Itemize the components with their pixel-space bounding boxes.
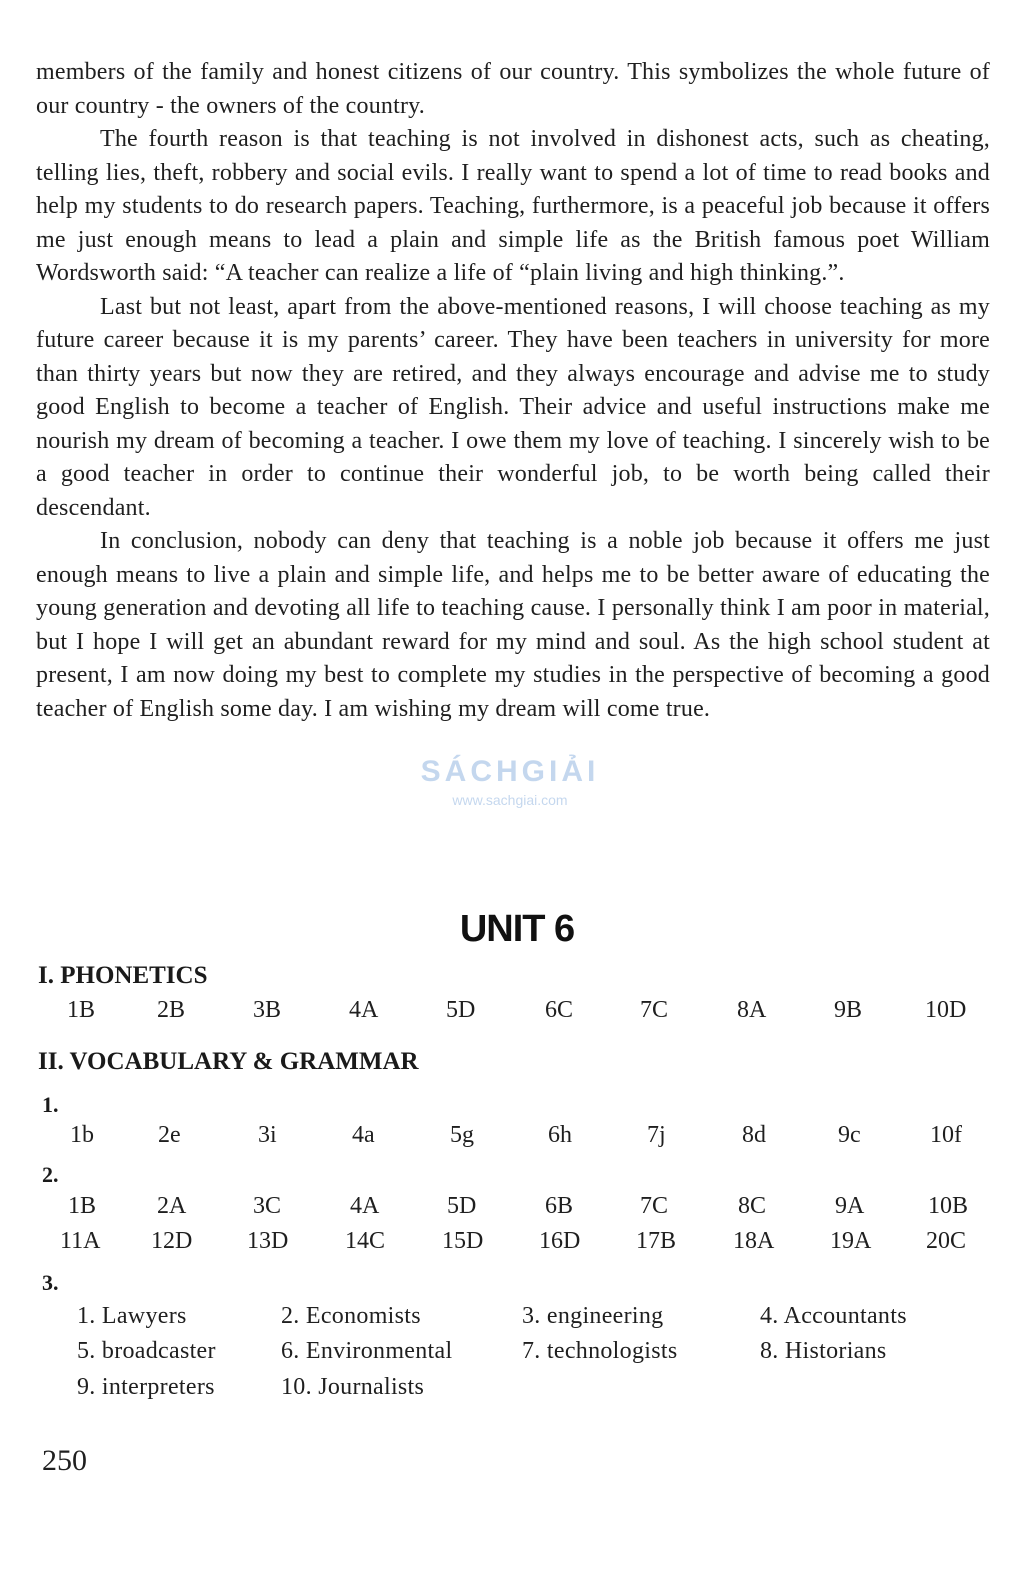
answer: 14C <box>345 1228 386 1254</box>
answer: 1b <box>70 1122 94 1148</box>
answer: 1B <box>68 1193 97 1219</box>
answer: 5g <box>450 1122 474 1148</box>
vocab-part-3-row-3 <box>0 1374 1024 1408</box>
phonetics-heading: I. PHONETICS <box>38 962 208 989</box>
answer: 3C <box>253 1193 282 1219</box>
answer: 13D <box>247 1228 289 1254</box>
answer: 11A <box>60 1228 101 1254</box>
answer: 3i <box>258 1122 277 1148</box>
answer: 4a <box>352 1122 375 1148</box>
essay-paragraph-1: members of the family and honest citizens of our country. This symbolizes the whole future of our country - the owners of the country. <box>36 59 990 119</box>
word-answer: 7. technologists <box>522 1338 678 1364</box>
answer: 4A <box>349 997 379 1023</box>
word-answer: 3. engineering <box>522 1303 664 1329</box>
vocab-part-1-number: 1. <box>42 1092 59 1117</box>
page-number: 250 <box>42 1444 87 1477</box>
answer: 3B <box>253 997 282 1023</box>
watermark-brand: SÁCHGIẢI <box>420 755 600 788</box>
answer: 4A <box>350 1193 380 1219</box>
vocab-part-2-row-2 <box>0 1228 1024 1262</box>
word-answer: 8. Historians <box>760 1338 887 1364</box>
answer: 19A <box>830 1228 872 1254</box>
answer: 10f <box>930 1122 962 1148</box>
essay-paragraph-2: The fourth reason is that teaching is not involved in dishonest acts, such as cheating, telling lies, theft, robbery and social evils. I really want to spend a lot of time to read books and help my students to do research papers. Teaching, furthermore, is a peaceful job because it offers me just enough means to lead a plain and simple life as the British famous poet William Wordsworth said: “A teacher can realize a life of “plain living and high thinking.”. <box>36 126 990 286</box>
vocab-part-2-row-1 <box>0 1193 1024 1227</box>
answer: 8d <box>742 1122 766 1148</box>
answer: 9A <box>835 1193 865 1219</box>
vocab-part-1-answers <box>0 1122 1024 1156</box>
answer: 7C <box>640 1193 669 1219</box>
answer: 17B <box>636 1228 677 1254</box>
vocab-part-3-row-2 <box>0 1338 1024 1372</box>
vocab-heading: II. VOCABULARY & GRAMMAR <box>38 1048 419 1075</box>
word-answer: 4. Accountants <box>760 1303 907 1329</box>
answer: 9c <box>838 1122 861 1148</box>
word-answer: 5. broadcaster <box>77 1338 216 1364</box>
word-answer: 10. Journalists <box>281 1374 425 1400</box>
watermark-url: www.sachgiai.com <box>452 792 568 808</box>
answer: 6C <box>545 997 574 1023</box>
essay-paragraph-3: Last but not least, apart from the above-mentioned reasons, I will choose teaching as my future career because it is my parents’ career. They have been teachers in university for more than thirty years but now they are retired, and they always encourage and advise me to study good English to become a teacher of English. Their advice and useful instructions make me nourish my dream of becoming a teacher. I owe them my love of teaching. I sincerely wish to be a good teacher in order to continue their wonderful job, to be worth being called their descendant. <box>36 293 990 521</box>
unit-title: UNIT 6 <box>459 908 575 950</box>
essay-text <box>36 56 990 726</box>
answer: 18A <box>733 1228 775 1254</box>
answer: 10B <box>928 1193 969 1219</box>
answer: 9B <box>834 997 863 1023</box>
answer: 8A <box>737 997 767 1023</box>
answer: 8C <box>738 1193 767 1219</box>
answer: 2A <box>157 1193 187 1219</box>
word-answer: 2. Economists <box>281 1303 421 1329</box>
word-answer: 1. Lawyers <box>77 1303 187 1329</box>
answer: 5D <box>447 1193 477 1219</box>
vocab-part-3-row-1 <box>0 1303 1024 1337</box>
essay-paragraph-4: In conclusion, nobody can deny that teaching is a noble job because it offers me just enough means to live a plain and simple life, and helps me to be better aware of educating the young generation and devoting all life to teaching cause. I personally think I am poor in material, but I hope I will get an abundant reward for my mind and soul. As the high school student at present, I am now doing my best to complete my studies in the perspective of becoming a good teacher of English some day. I am wishing my dream will come true. <box>36 528 990 722</box>
answer: 12D <box>151 1228 193 1254</box>
word-answer: 6. Environmental <box>281 1338 453 1364</box>
answer: 7j <box>647 1122 666 1148</box>
answer: 20C <box>926 1228 967 1254</box>
answer: 1B <box>67 997 96 1023</box>
answer: 7C <box>640 997 669 1023</box>
answer: 2e <box>158 1122 181 1148</box>
answer: 6h <box>548 1122 572 1148</box>
phonetics-answers <box>0 997 1024 1031</box>
vocab-part-3-number: 3. <box>42 1270 59 1295</box>
answer: 5D <box>446 997 476 1023</box>
answer: 15D <box>442 1228 484 1254</box>
answer: 6B <box>545 1193 574 1219</box>
answer: 16D <box>539 1228 581 1254</box>
watermark <box>400 752 620 832</box>
vocab-part-2-number: 2. <box>42 1162 59 1187</box>
word-answer: 9. interpreters <box>77 1374 215 1400</box>
answer: 2B <box>157 997 186 1023</box>
answer: 10D <box>925 997 967 1023</box>
